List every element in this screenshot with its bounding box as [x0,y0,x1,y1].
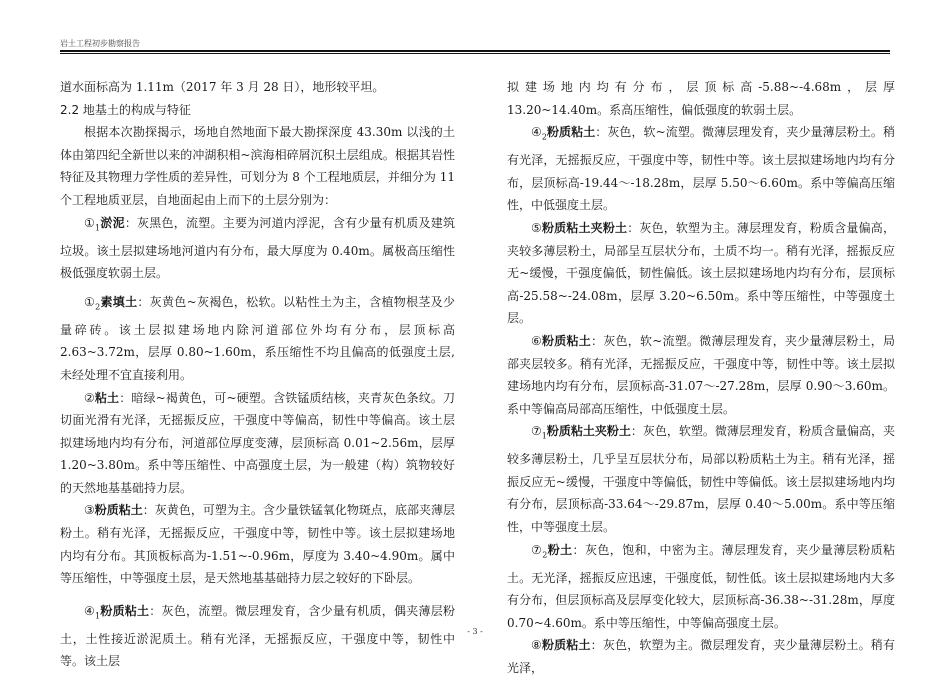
layer-text: ：灰色，流塑。微层理发育，含少量有机质，偶夹薄层粉土，土性接近淤泥质土。稍有光泽，无摇振反应，干强度中等，韧性中等。该土层 [60,603,455,669]
layer-sub: 1 [541,431,547,441]
layer-6 [507,330,895,420]
header-rule-thick [60,50,890,52]
layer-sub: 1 [95,222,101,232]
layer-number: ① [84,294,96,309]
layer-text: ：灰色，软塑。微薄层理发育，粉质含量偏高，夹较多薄层粉土，几乎呈互层状分布，局部以粉质粘土为主。稍有光泽，摇振反应无~缓慢，干强度中等偏低，韧性中等偏低。该土层拟建场地内均有分布，层顶标高-33.64～-29.87m，层厚 0.40～5.00m。系中等压缩性，中等强度土层。 [507,424,895,535]
layer-number: ⑤ [531,220,542,235]
layer-sub: 2 [95,302,101,312]
layer-number: ⑥ [531,333,543,348]
layer-7-1 [507,420,895,538]
layer-text: ：灰黑色，流塑。主要为河道内浮泥，含有少量有机质及建筑垃圾。该土层拟建场地河道内有分布，最大厚度为 0.40m。属极高压缩性极低强度软弱土层。 [60,215,455,281]
layer-text: ：灰色，软~流塑。微薄层理发育，夹少量薄层粉土，局部夹层较多。稍有光泽，无摇振反应，干强度中等，韧性中等。该土层拟建场地内均有分布，层顶标高-31.07～-27.28m，层厚 0.90～3.60m。系中等偏高局部高压缩性，中低强度土层。 [507,333,895,416]
layer-name: 粉质粘土 [542,333,592,348]
section-heading: 2.2 地基土的构成与特征 [60,102,191,117]
layer-text: ：灰色，软~流塑。微薄层理发育，夹少量薄层粉土。稍有光泽，无摇振反应，干强度中等，韧性中等。该土层拟建场地内均有分布，层顶标高-19.44～-18.28m，层厚 5.50～6.60m。系中等偏高压缩性，中低强度土层。 [507,125,895,213]
layer-name: 粉质粘土 [541,638,591,653]
layer-sub: 1 [95,611,101,621]
layer-3 [60,499,455,589]
layer-name: 粉质粘土夹粉土 [541,220,628,235]
layer-sub: 2 [542,550,548,560]
layer-number: ⑧ [531,638,542,653]
layer-1-1 [60,212,455,285]
layer-name: 粉质粘土 [546,125,596,140]
layer-number: ④ [531,125,542,140]
layer-4-1 [60,600,455,673]
layer-number: ① [84,215,95,230]
layer-name: 粉质粘土 [94,503,143,518]
layer-1-2 [60,291,455,387]
layer-7-2 [507,539,895,635]
header-title: 岩土工程初步勘察报告 [60,39,140,48]
layer-number: ⑦ [531,424,542,439]
layer-number: ② [84,390,95,405]
layer-number: ④ [84,603,95,618]
layer-name: 素填土 [100,294,138,309]
layer-text: ：灰黄色~灰褐色，松软。以粘性土为主，含植物根茎及少量碎砖。该土层拟建场地内除河道部位外均有分布，层顶标高 2.63~3.72m，层厚 0.80~1.60m，系压缩性不均且偏高的低强度土层,未经处理不宜直接利用。 [60,294,455,382]
layer-2 [60,387,455,500]
layer-name: 粉质粘土 [100,603,150,618]
layer-8 [507,634,895,679]
layer-text: ：灰色，软塑为主。微层理发育，夹少量薄层粉土。稍有光泽， [507,638,895,676]
header-rule-thin [60,53,890,54]
layer-sub: 2 [541,132,547,142]
layer-number: ③ [84,503,95,518]
layer-name: 粘土 [94,390,120,405]
page-number: - 3 - [467,627,483,636]
layer-name: 淤泥 [100,215,125,230]
paragraph-intro: 根据本次勘探揭示，场地自然地面下最大勘探深度 43.30m 以浅的土体由第四纪全新世以来的冲湖积相~滨海相碎屑沉积土层组成。根据其岩性特征及其物理力学性质的差异性，可划分为 8 个工程地质层，并细分为 11 个工程地质亚层，自地面起由上而下的土层分别为： [60,125,455,207]
right-column [507,76,895,680]
layer-name: 粉质粘土夹粉土 [546,424,631,439]
layer-text: ：灰色，软塑为主。薄层理发育，粉质含量偏高，夹较多薄层粉土，局部呈互层状分布，土质不均一。稍有光泽，摇振反应无~缓慢，干强度偏低，韧性偏低。该土层拟建场地内均有分布，层顶标高-25.58~-24.08m，层厚 3.20~6.50m。系中等压缩性，中等强度土层。 [507,220,895,326]
paragraph: 道水面标高为 1.11m（2017 年 3 月 28 日），地形较平坦。 [60,80,385,94]
left-column [60,76,455,673]
layer-number: ⑦ [531,542,543,557]
layer-text: ：灰色，饱和，中密为主。薄层理发育，夹少量薄层粉质粘土。无光泽，摇振反应迅速，干强度低，韧性低。该土层拟建场地内大多有分布，但层顶标高及层厚变化较大，层顶标高-36.38~-31.28m，厚度 0.70~4.60m。系中等压缩性，中等偏高强度土层。 [507,542,895,630]
paragraph-continued: 拟建场地内均有分布，层顶标高-5.88~-4.68m，层厚 13.20~14.40m。系高压缩性，偏低强度的软弱土层。 [507,80,895,117]
layer-5 [507,217,895,330]
layer-text: ：灰黄色，可塑为主。含少量铁锰氧化物斑点，底部夹薄层粉土。稍有光泽，无摇振反应，干强度中等，韧性中等。该土层拟建场地内均有分布。其顶板标高为-1.51~-0.96m，厚度为 3.40~4.90m。属中等压缩性，中等强度土层，是天然地基基础持力层之较好的下卧层。 [60,503,455,586]
layer-text: ：暗绿~褐黄色，可~硬塑。含铁锰质结核，夹青灰色条纹。刀切面光滑有光泽，无摇振反应，干强度中等偏高，韧性中等偏高。该土层拟建场地内均有分布，河道部位厚度变薄，层顶标高 0.01~2.56m，层厚 1.20~3.80m。系中等压缩性、中高强度土层，为一般建（构）筑物较好的天然地基基础持力层。 [60,390,455,495]
layer-name: 粉土 [547,542,573,557]
layer-4-2 [507,121,895,217]
